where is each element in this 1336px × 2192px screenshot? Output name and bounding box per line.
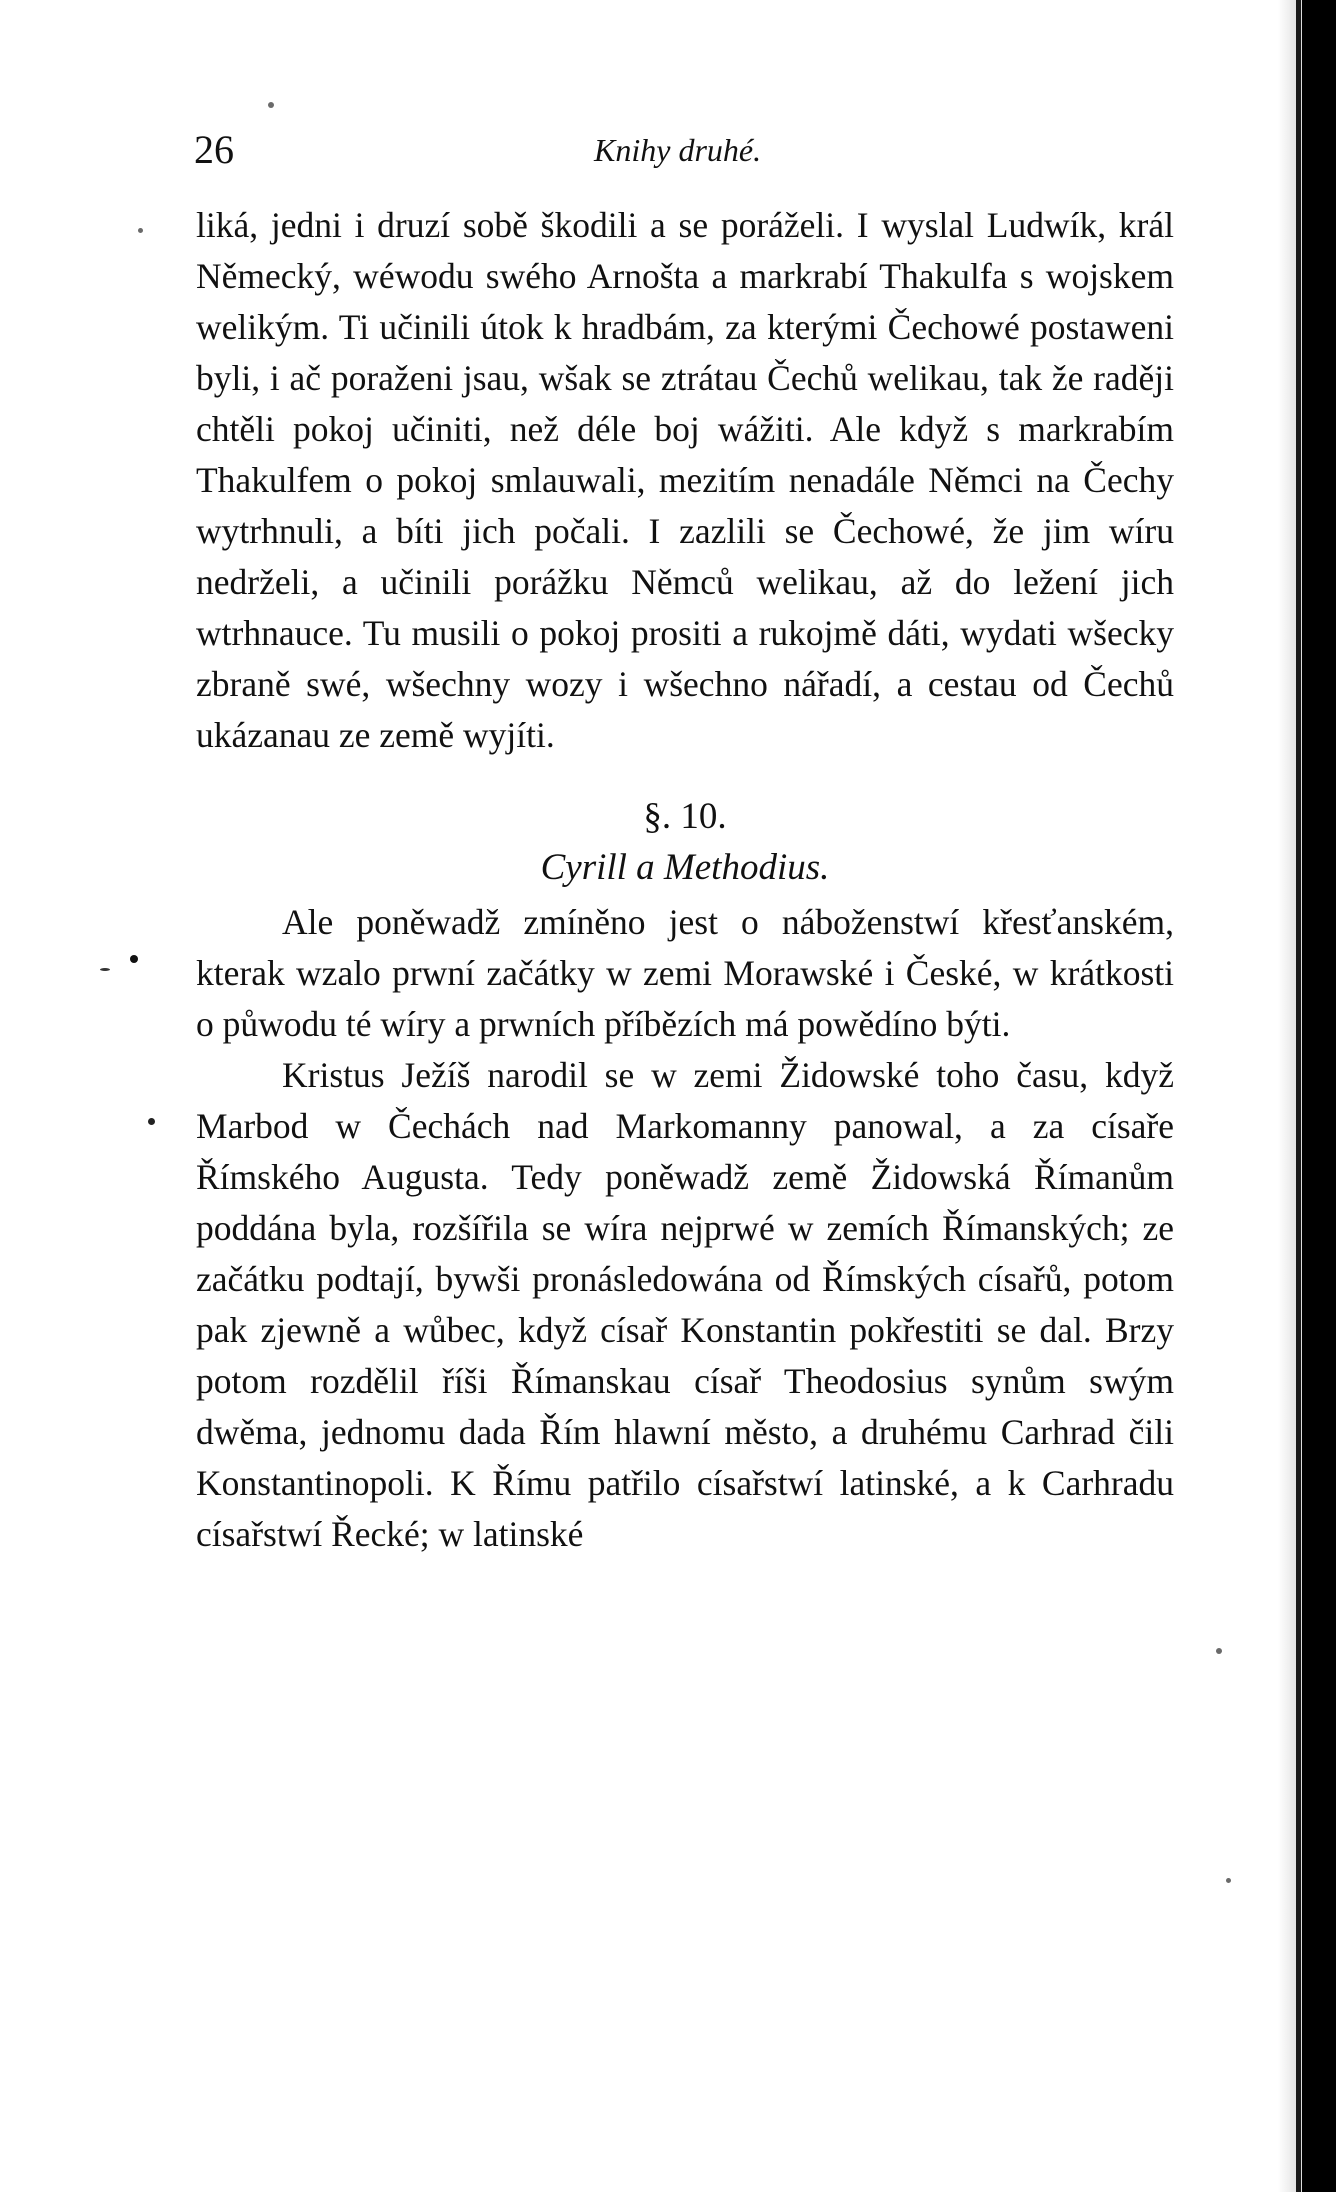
paragraph: Kristus Ježíš narodil se w zemi Židowské toho času, když Marbod w Čechách nad Markomanny panowal, a za císaře Římského Augusta. Tedy poněwadž země Židowská Římanům poddána byla, rozšířila se wíra nejprwé w zemích Římanských; ze začátku podtají, bywši pronásledowána od Římských císařů, potom pak zjewně a wůbec, když císař Konstantin pokřestiti se dal. Brzy potom rozdělil říši Římanskau císař Theodosius synům swým dwěma, jednomu dada Řím hlawní město, a druhému Carhrad čili Konstantinopoli. K Římu patřilo císařstwí latinské, a k Carhradu císařstwí Řecké; w latinské	[196, 1055, 1174, 1554]
print-speck	[100, 968, 110, 971]
body-text	[196, 200, 1174, 1560]
print-speck	[138, 228, 143, 233]
page-edge-line	[1296, 0, 1301, 2192]
print-speck	[268, 102, 274, 108]
page-header	[194, 122, 1194, 178]
print-speck	[130, 955, 138, 963]
page-number: 26	[194, 127, 234, 172]
section-title: Cyrill a Methodius.	[540, 847, 830, 888]
print-speck	[148, 1118, 155, 1125]
paragraph: Ale poněwadž zmíněno jest o náboženstwí křesťanském, kterak wzalo prwní začátky w zemi Morawské i České, w krátkosti o půwodu té wíry a prwních příbězích má powědíno býti.	[196, 902, 1174, 1044]
print-speck	[1216, 1648, 1222, 1654]
scan-border	[1310, 0, 1336, 2192]
running-head: Knihy druhé.	[594, 132, 762, 168]
print-speck	[1226, 1878, 1231, 1883]
paragraph-continued: liká, jedni i druzí sobě škodili a se poráželi. I wyslal Ludwík, král Německý, wéwodu swého Arnošta a markrabí Thakulfa s wojskem welikým. Ti učinili útok k hradbám, za kterými Čechowé postaweni byli, i ač poraženi jsau, wšak se ztrátau Čechů welikau, tak že raději chtěli pokoj učiniti, než déle boj wážiti. Ale když s markrabím Thakulfem o pokoj smlauwali, mezitím nenadále Němci na Čechy wytrhnuli, a bíti jich počali. I zazlili se Čechowé, že jim wíru nedrželi, a učinili porážku Němců welikau, až do ležení jich wtrhnauce. Tu musili o pokoj prositi a rukojmě dáti, wydati wšecky zbraně swé, wšechny wozy i wšechno nářadí, a cestau od Čechů ukázanau ze země wyjíti.	[196, 205, 1174, 755]
section-number: §. 10.	[643, 796, 727, 837]
